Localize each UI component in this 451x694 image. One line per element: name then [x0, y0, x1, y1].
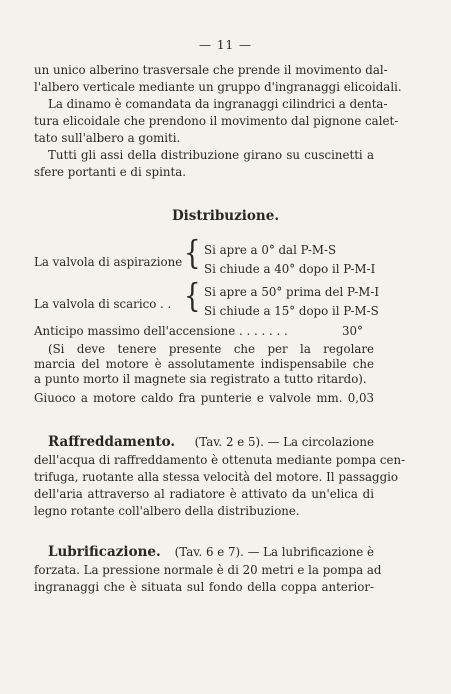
page-number: — 11 —	[199, 38, 252, 52]
section-heading-lubrificazione: Lubrificazione.	[48, 544, 161, 560]
aspirazione-open: Si apre a 0° dal P-M-S	[204, 243, 337, 257]
lubrificazione-first-rest: (Tav. 6 e 7). — La lubrificazione è	[174, 545, 374, 559]
text-line: un unico alberino trasversale che prende il movimento dal-	[34, 63, 388, 77]
scarico-open: Si apre a 50° prima del P-M-I	[204, 285, 379, 299]
note-line: (Si deve tenere presente che per la regolare	[48, 342, 374, 356]
text-line: La dinamo è comandata da ingranaggi cilindrici a denta-	[48, 97, 388, 111]
raffreddamento-first-rest: (Tav. 2 e 5). — La circolazione	[194, 435, 374, 449]
text-line: tato sull'albero a gomiti.	[34, 131, 181, 145]
lubrificazione-first-line	[48, 544, 374, 561]
text-line: trifuga, ruotante alla stessa velocità del motore. Il passaggio	[34, 470, 399, 484]
text-line: tura elicoidale che prendono il movimento dal pignone calet-	[34, 114, 399, 128]
brace-icon: {	[184, 234, 201, 272]
text-line: forzata. La pressione normale è di 20 metri e la pompa ad	[34, 563, 382, 577]
text-line: l'albero verticale mediante un gruppo d'ingranaggi elicoidali.	[34, 80, 402, 94]
text-line: Tutti gli assi della distribuzione girano su cuscinetti a	[48, 148, 374, 162]
text-line: sfere portanti e di spinta.	[34, 165, 187, 179]
text-line: dell'aria attraverso al radiatore è attivato da un'elica di	[34, 487, 374, 501]
aspirazione-close: Si chiude a 40° dopo il P-M-I	[204, 262, 376, 276]
note-line: a punto morto il magnete sia registrato a tutto ritardo).	[34, 372, 367, 386]
anticipo-value: 30°	[342, 324, 363, 338]
section-heading-raffreddamento: Raffreddamento.	[48, 434, 176, 450]
text-line: dell'acqua di raffreddamento è ottenuta mediante pompa cen-	[34, 453, 406, 467]
scarico-close: Si chiude a 15° dopo il P-M-S	[204, 304, 379, 318]
valve-label-aspirazione: La valvola di aspirazione	[34, 255, 183, 269]
giuoco-line: Giuoco a motore caldo fra punterie e valvole mm. 0,03	[34, 391, 374, 405]
text-line: ingranaggi che è situata sul fondo della coppa anterior-	[34, 580, 374, 594]
section-heading-distribuzione: Distribuzione.	[171, 208, 280, 224]
raffreddamento-first-line	[48, 434, 374, 451]
note-line: marcia del motore è assolutamente indispensabile che	[34, 357, 374, 371]
brace-icon: {	[184, 277, 201, 315]
anticipo-label: Anticipo massimo dell'accensione . . . . . . .	[34, 324, 288, 338]
valve-label-scarico: La valvola di scarico . .	[34, 297, 172, 311]
text-line: legno rotante coll'albero della distribuzione.	[34, 504, 300, 518]
